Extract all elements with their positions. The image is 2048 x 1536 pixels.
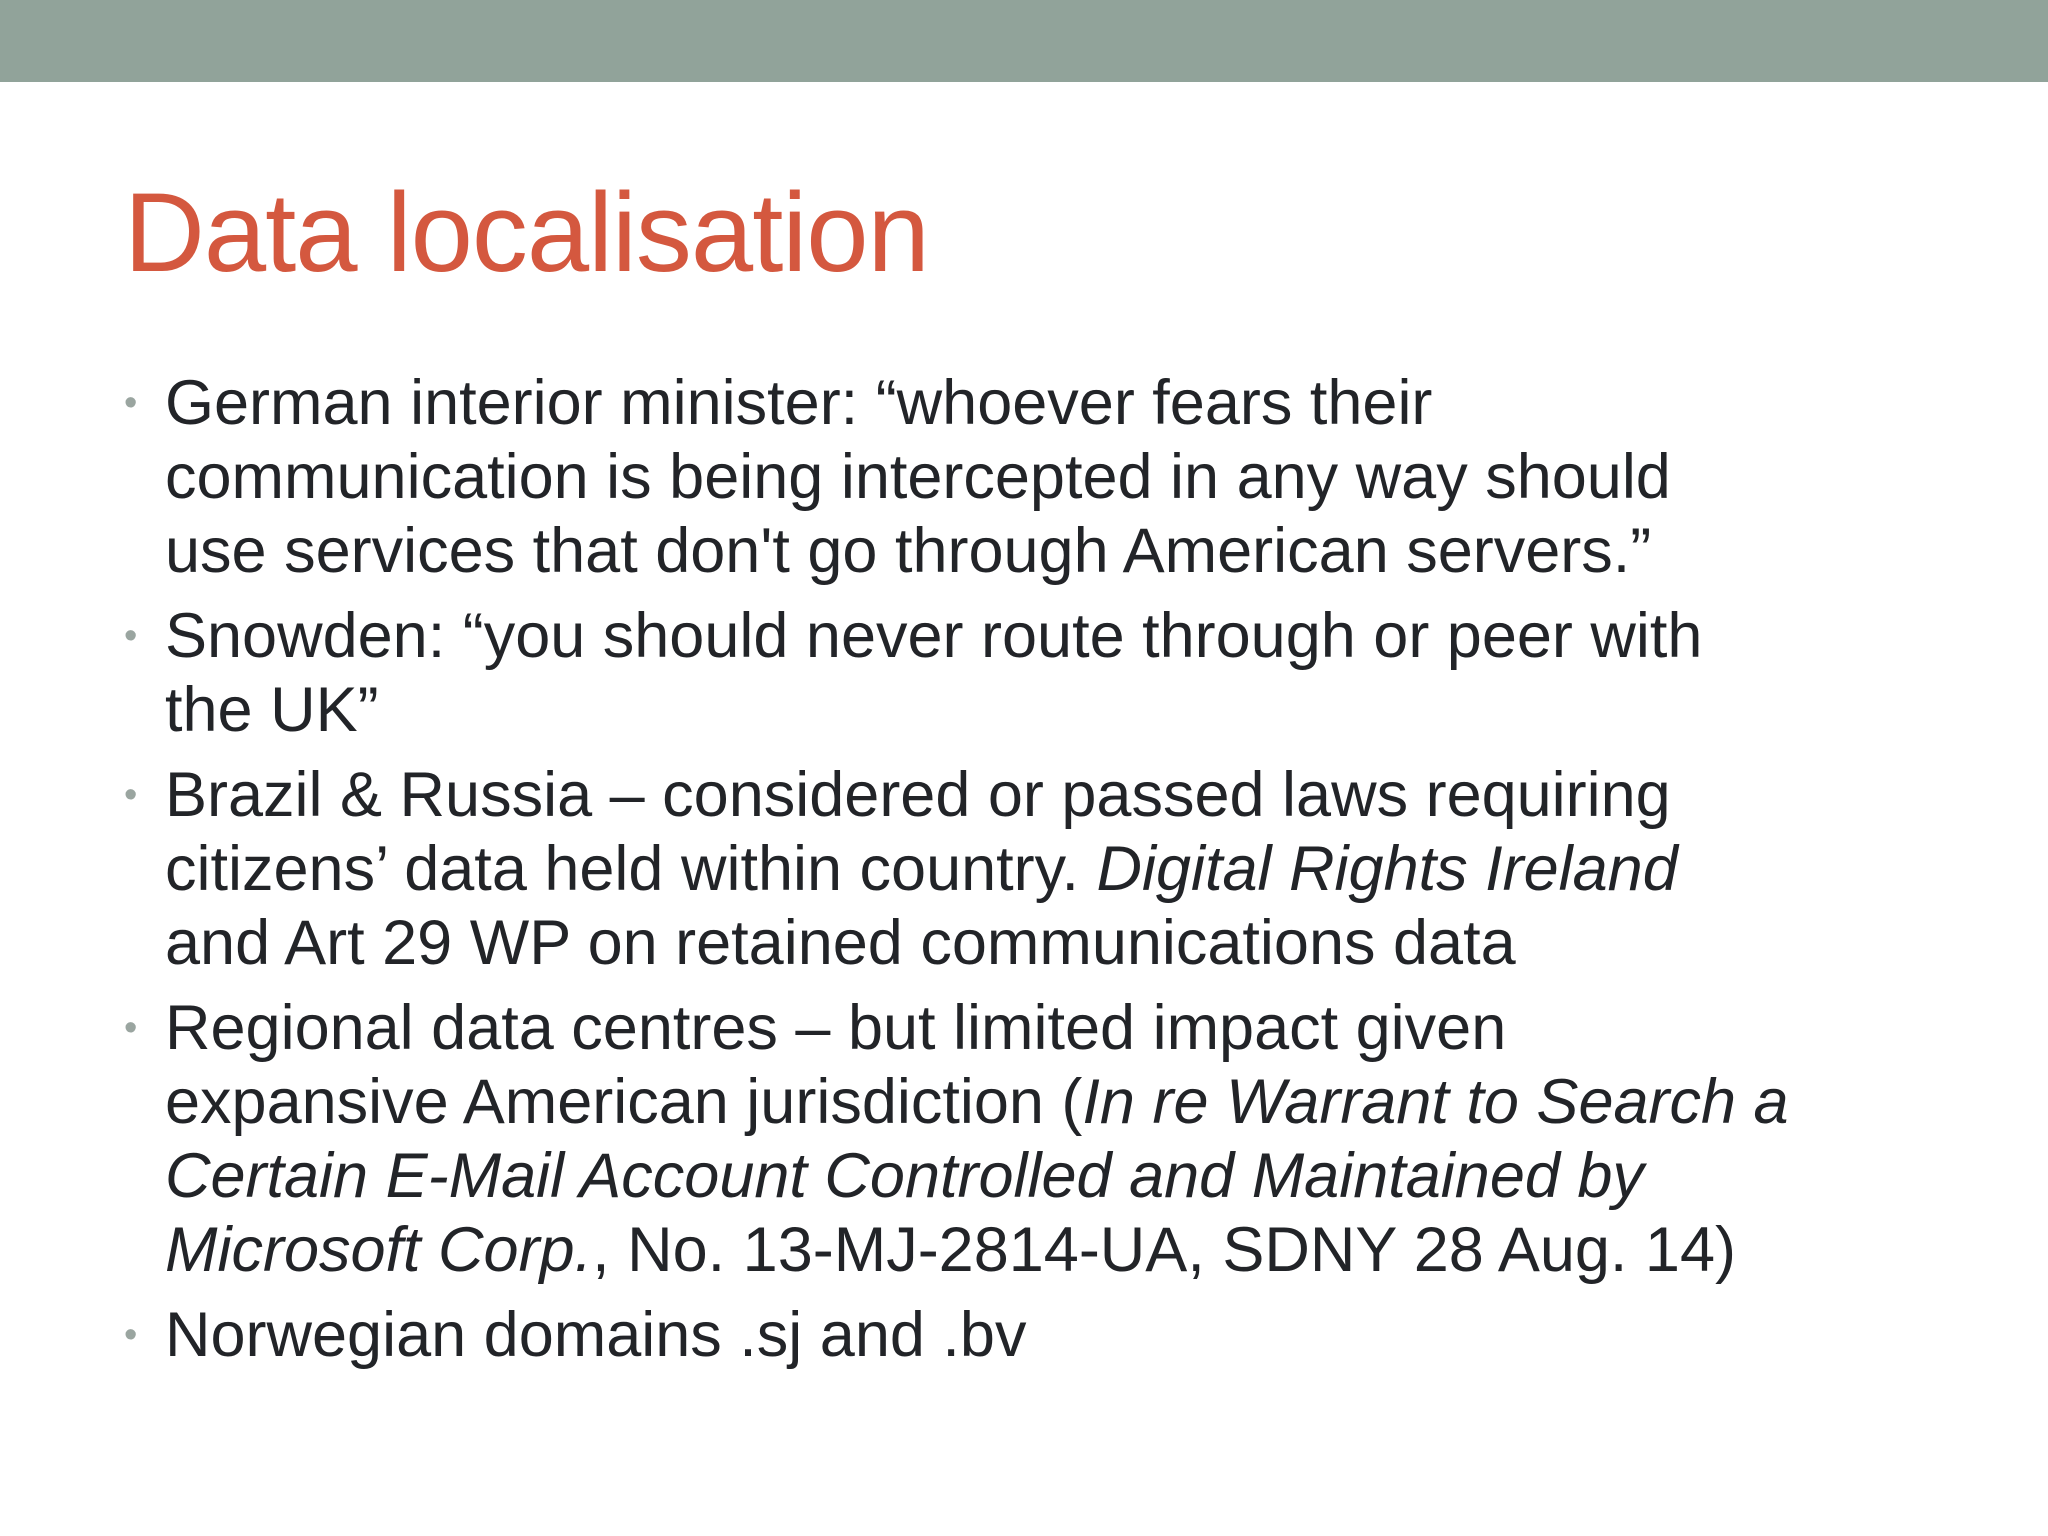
bullet-dot-icon: • xyxy=(124,1314,138,1356)
bullet-line xyxy=(165,1213,2024,1287)
bullet-line-text: citizens’ data held within country. xyxy=(165,834,1097,904)
bullet-line xyxy=(165,1139,2024,1213)
bullet-line xyxy=(165,440,2024,514)
bullet-line-text: Norwegian domains .sj and .bv xyxy=(165,1300,1027,1370)
top-accent-bar xyxy=(0,0,2048,82)
bullet-line-text: Regional data centres – but limited impact given xyxy=(165,993,1507,1063)
bullet-item xyxy=(124,1298,2024,1372)
bullet-line xyxy=(165,1298,2024,1372)
italic-citation-text: In re Warrant to Search a xyxy=(1082,1067,1789,1137)
italic-citation-text: Certain E-Mail Account Controlled and Maintained by xyxy=(165,1141,1644,1211)
bullet-line xyxy=(165,832,2024,906)
bullet-item xyxy=(124,758,2024,980)
bullet-dot-icon: • xyxy=(124,774,138,816)
bullet-text xyxy=(165,599,2024,747)
bullet-line-text: the UK” xyxy=(165,675,379,745)
bullet-line-text: German interior minister: “whoever fears their xyxy=(165,368,1433,438)
slide-title: Data localisation xyxy=(124,170,929,295)
bullet-line-text: and Art 29 WP on retained communications data xyxy=(165,908,1516,978)
bullet-line xyxy=(165,991,2024,1065)
bullet-line-text: , No. 13-MJ-2814-UA, SDNY 28 Aug. 14) xyxy=(592,1215,1736,1285)
bullet-item xyxy=(124,991,2024,1287)
bullet-text xyxy=(165,758,2024,980)
bullet-line-text: Snowden: “you should never route through or peer with xyxy=(165,601,1703,671)
italic-citation-text: Digital Rights Ireland xyxy=(1096,834,1678,904)
bullet-dot-icon: • xyxy=(124,615,138,657)
bullet-dot-icon: • xyxy=(124,1007,138,1049)
bullet-text xyxy=(165,1298,2024,1372)
bullet-line xyxy=(165,514,2024,588)
bullet-line xyxy=(165,366,2024,440)
bullet-list xyxy=(124,366,2024,1383)
bullet-text xyxy=(165,991,2024,1287)
italic-citation-text: Microsoft Corp. xyxy=(165,1215,593,1285)
bullet-text xyxy=(165,366,2024,588)
bullet-line-text: expansive American jurisdiction ( xyxy=(165,1067,1083,1137)
bullet-dot-icon: • xyxy=(124,382,138,424)
bullet-line xyxy=(165,758,2024,832)
bullet-line xyxy=(165,599,2024,673)
bullet-line xyxy=(165,1065,2024,1139)
bullet-line xyxy=(165,906,2024,980)
bullet-line xyxy=(165,673,2024,747)
bullet-line-text: communication is being intercepted in any way should xyxy=(165,442,1671,512)
bullet-item xyxy=(124,599,2024,747)
bullet-line-text: Brazil & Russia – considered or passed laws requiring xyxy=(165,760,1671,830)
bullet-item xyxy=(124,366,2024,588)
bullet-line-text: use services that don't go through American servers.” xyxy=(165,516,1652,586)
